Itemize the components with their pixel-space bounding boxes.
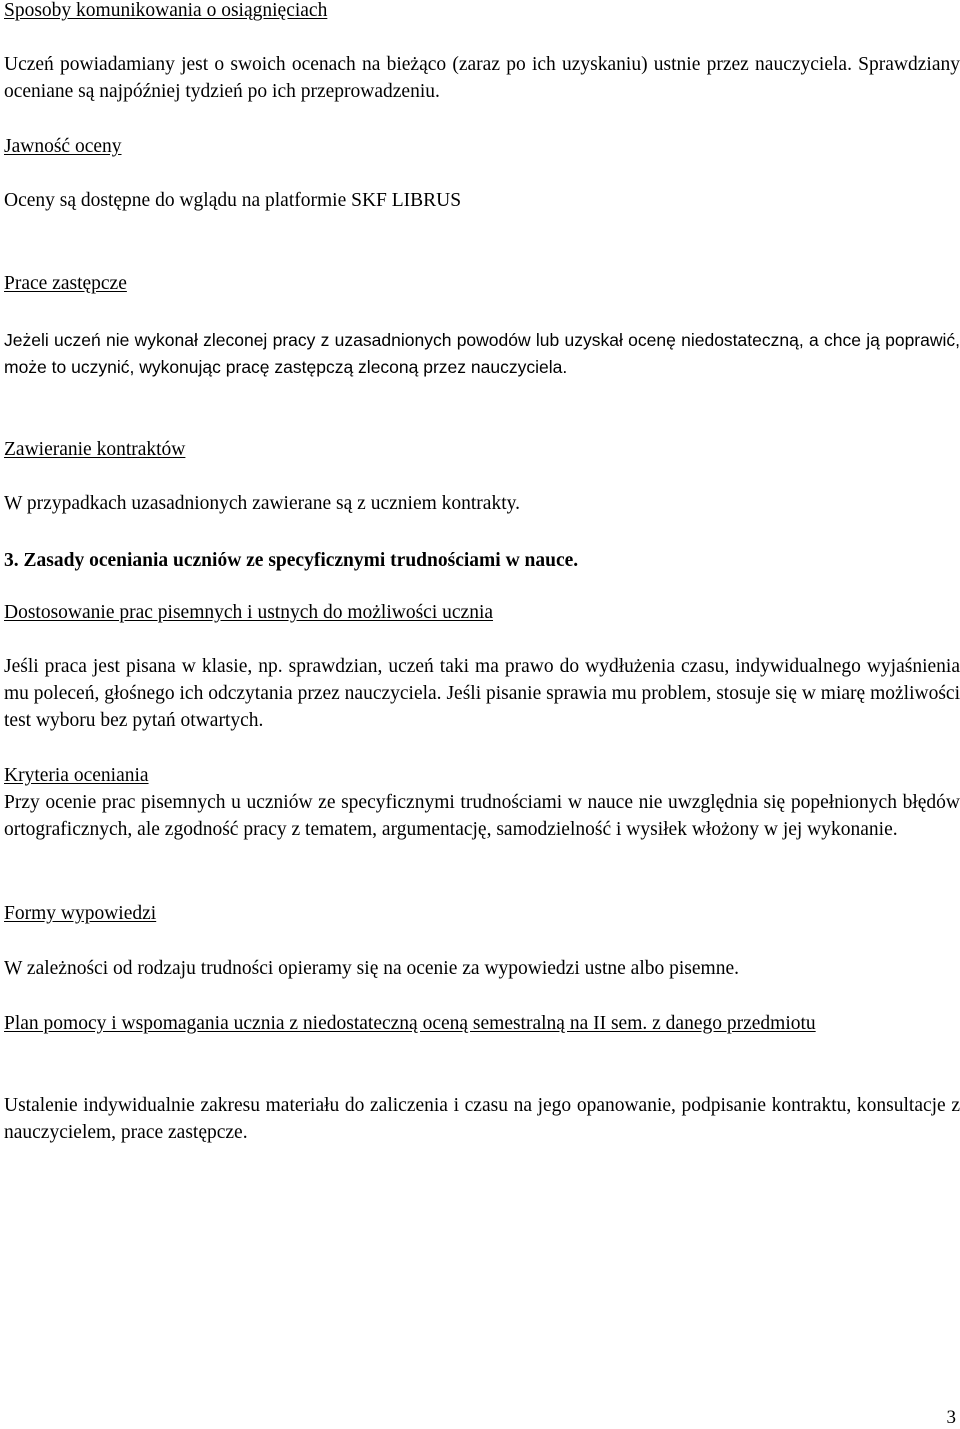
zasady-heading: 3. Zasady oceniania uczniów ze specyficznymi trudnościami w nauce. bbox=[4, 550, 579, 571]
prace-heading: Prace zastępcze bbox=[4, 273, 127, 294]
kontrakty-heading: Zawieranie kontraktów bbox=[4, 439, 186, 460]
kryteria-paragraph: Przy ocenie prac pisemnych u uczniów ze specyficznymi trudnościami w nauce nie uwzględnia się popełnionych błędów ortograficznych, ale zgodność pracy z tematem, argumentację, samodzielność i wysiłek włożony w jej wykonanie. bbox=[4, 792, 960, 840]
prace-paragraph: Jeżeli uczeń nie wykonał zleconej pracy z uzasadnionych powodów lub uzyskał ocenę niedostateczną, a chce ją poprawić, może to uczynić, wykonując pracę zastępczą zleconą przez nauczyciela. bbox=[4, 330, 960, 377]
kryteria-heading: Kryteria oceniania bbox=[4, 765, 149, 786]
jawnosc-heading: Jawność oceny bbox=[4, 136, 122, 157]
plan-paragraph: Ustalenie indywidualnie zakresu materiału do zaliczenia i czasu na jego opanowanie, podpisanie kontraktu, konsultacje z nauczycielem, prace zastępcze. bbox=[4, 1095, 960, 1143]
sposoby-paragraph: Uczeń powiadamiany jest o swoich ocenach na bieżąco (zaraz po ich uzyskaniu) ustnie przez nauczyciela. Sprawdziany oceniane są najpóźniej tydzień po ich przeprowadzeniu. bbox=[4, 54, 960, 102]
dostosowanie-paragraph: Jeśli praca jest pisana w klasie, np. sprawdzian, uczeń taki ma prawo do wydłużenia czasu, indywidualnego wyjaśnienia mu poleceń, głośnego ich odczytania przez nauczyciela. Jeśli pisanie sprawia mu problem, stosuje się w miarę możliwości test wyboru bez pytań otwartych. bbox=[4, 656, 960, 731]
plan-heading: Plan pomocy i wspomagania ucznia z niedostateczną oceną semestralną na II sem. z danego przedmiotu bbox=[4, 1013, 816, 1034]
formy-paragraph: W zależności od rodzaju trudności opieramy się na ocenie za wypowiedzi ustne albo pisemne. bbox=[4, 958, 739, 979]
jawnosc-paragraph: Oceny są dostępne do wglądu na platformie SKF LIBRUS bbox=[4, 190, 462, 211]
kontrakty-paragraph: W przypadkach uzasadnionych zawierane są z uczniem kontrakty. bbox=[4, 493, 520, 514]
formy-heading: Formy wypowiedzi bbox=[4, 903, 157, 924]
dostosowanie-heading: Dostosowanie prac pisemnych i ustnych do możliwości ucznia bbox=[4, 602, 494, 623]
page-number: 3 bbox=[946, 1407, 956, 1428]
sposoby-heading: Sposoby komunikowania o osiągnięciach bbox=[4, 0, 328, 21]
